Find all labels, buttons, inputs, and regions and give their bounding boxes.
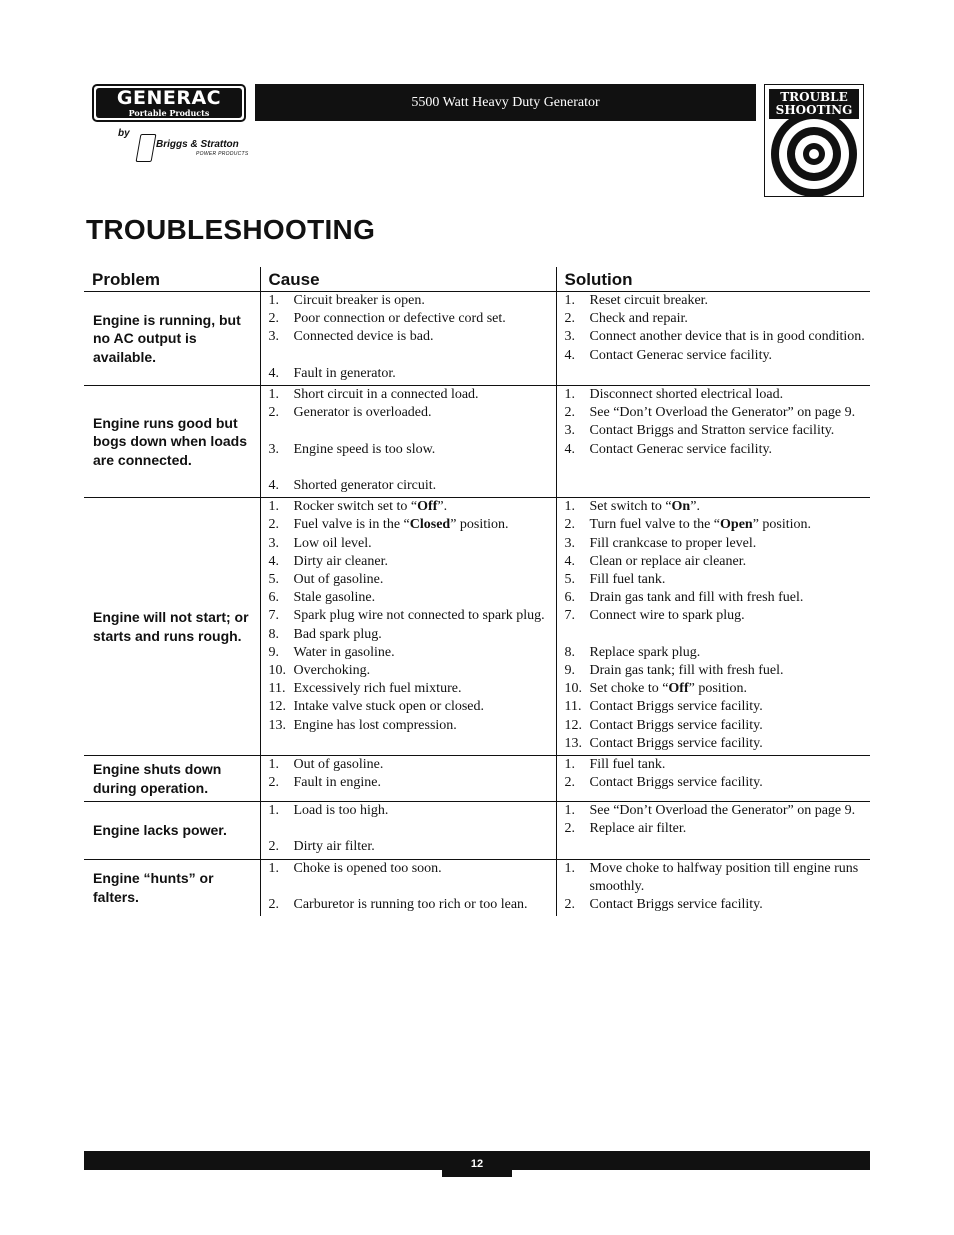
column-header-cause: Cause xyxy=(260,267,556,292)
problem-cell: Engine lacks power. xyxy=(84,802,260,860)
solution-item xyxy=(557,404,867,422)
item-text: Fill crankcase to proper level. xyxy=(589,535,757,551)
solution-item xyxy=(557,589,867,607)
item-text: Shorted generator circuit. xyxy=(293,477,437,493)
item-text: Contact Generac service facility. xyxy=(589,347,773,363)
item-text-pre: Rocker switch set to “ xyxy=(293,499,418,515)
badge-line1: TROUBLE xyxy=(780,90,848,104)
item-text xyxy=(590,516,867,534)
item-text-post: ”. xyxy=(437,499,448,515)
cause-item xyxy=(261,774,552,792)
item-text-pre: Fuel valve is in the “ xyxy=(293,517,410,533)
table-row xyxy=(84,498,870,756)
solution-item xyxy=(557,571,867,589)
solution-item xyxy=(557,860,867,896)
cause-cell xyxy=(260,756,556,802)
item-text: Engine has lost compression. xyxy=(293,717,457,733)
table-row xyxy=(84,292,870,386)
item-text: Fault in engine. xyxy=(293,775,381,791)
item-text: Bad spark plug. xyxy=(293,626,382,642)
item-text: Connect wire to spark plug. xyxy=(589,608,745,624)
item-text: Contact Generac service facility. xyxy=(589,441,773,457)
item-number: 7. xyxy=(268,608,279,624)
item-text: Move choke to halfway position till engine runs smoothly. xyxy=(589,860,859,894)
item-text: Reset circuit breaker. xyxy=(589,293,709,308)
item-text-post: ” position. xyxy=(752,517,812,533)
line-gap xyxy=(261,820,552,838)
item-text xyxy=(294,516,552,534)
cause-item xyxy=(261,328,552,346)
item-number: 1. xyxy=(564,499,575,515)
solution-item xyxy=(557,347,867,365)
item-number: 2. xyxy=(268,839,279,855)
item-number: 8. xyxy=(564,644,575,660)
item-number: 2. xyxy=(564,775,575,791)
item-number: 8. xyxy=(268,626,279,642)
item-text: Excessively rich fuel mixture. xyxy=(293,681,462,697)
item-number: 3. xyxy=(268,535,279,551)
cause-item xyxy=(261,860,552,878)
cause-item xyxy=(261,310,552,328)
troubleshooting-table xyxy=(84,267,870,916)
cause-item xyxy=(261,698,552,716)
item-number: 9. xyxy=(268,644,279,660)
item-number: 2. xyxy=(268,405,279,421)
item-text-post: ” position. xyxy=(688,681,747,697)
item-text-bold: Off xyxy=(668,681,689,697)
item-text: Check and repair. xyxy=(589,311,688,327)
item-text: Poor connection or defective cord set. xyxy=(293,311,506,327)
item-number: 2. xyxy=(268,311,279,327)
cause-item xyxy=(261,756,552,774)
solution-item xyxy=(557,896,867,914)
item-number: 4. xyxy=(268,553,279,569)
problem-cell: Engine “hunts” or falters. xyxy=(93,870,214,905)
solution-item xyxy=(557,820,867,838)
item-number: 10. xyxy=(564,681,582,697)
item-number: 3. xyxy=(564,423,575,439)
solution-item xyxy=(557,328,867,346)
partner-name: Briggs & Stratton xyxy=(156,138,239,150)
item-number: 7. xyxy=(564,608,575,624)
solution-item xyxy=(557,553,867,571)
item-number: 9. xyxy=(564,663,575,678)
item-text: Replace spark plug. xyxy=(589,644,701,660)
cause-item xyxy=(261,404,552,422)
solution-item xyxy=(557,386,867,404)
item-number: 1. xyxy=(268,860,279,876)
item-number: 3. xyxy=(564,329,575,345)
cause-item xyxy=(261,717,552,735)
item-number: 1. xyxy=(268,499,279,515)
cause-cell xyxy=(260,498,556,756)
cause-item xyxy=(261,802,552,820)
item-text-pre: Set choke to “ xyxy=(589,681,669,697)
item-text: Load is too high. xyxy=(293,803,389,819)
line-gap xyxy=(261,422,552,440)
logo-text: GENERAC xyxy=(116,87,222,109)
item-number: 3. xyxy=(268,329,279,345)
briggs-emblem-icon xyxy=(136,134,157,162)
badge-label xyxy=(769,89,859,119)
cause-item xyxy=(261,553,552,571)
solution-cell xyxy=(556,756,870,802)
table-row xyxy=(84,756,870,802)
item-text: Contact Briggs and Stratton service facility. xyxy=(589,423,835,439)
solution-item xyxy=(557,735,867,753)
cause-item xyxy=(261,838,552,856)
item-number: 4. xyxy=(564,553,575,569)
item-text-post: ”. xyxy=(690,499,700,515)
item-text: Dirty air filter. xyxy=(293,839,375,855)
table-header-row xyxy=(84,267,870,292)
cause-item xyxy=(261,644,552,662)
cause-item xyxy=(261,498,552,516)
item-number: 3. xyxy=(564,535,575,551)
cause-item xyxy=(261,571,552,589)
cause-item xyxy=(261,386,552,404)
cause-item xyxy=(261,896,552,914)
cause-cell xyxy=(260,386,556,498)
item-text: Out of gasoline. xyxy=(293,572,384,587)
cause-item xyxy=(261,680,552,698)
item-text: Low oil level. xyxy=(293,535,372,551)
item-text-bold: Off xyxy=(417,499,438,515)
column-header-problem: Problem xyxy=(84,267,260,292)
item-number: 4. xyxy=(268,365,279,381)
item-number: 4. xyxy=(564,441,575,457)
solution-cell xyxy=(556,386,870,498)
item-text: Clean or replace air cleaner. xyxy=(589,553,747,569)
solution-item xyxy=(557,310,867,328)
item-text: Fill fuel tank. xyxy=(589,572,666,587)
page-number-tab xyxy=(442,1151,512,1177)
item-text: Short circuit in a connected load. xyxy=(293,387,479,402)
item-text-pre: Set switch to “ xyxy=(589,499,672,515)
table-row xyxy=(84,386,870,498)
cause-item xyxy=(261,589,552,607)
troubleshooting-badge xyxy=(764,84,864,197)
item-text: Contact Briggs service facility. xyxy=(589,897,763,913)
cause-item xyxy=(261,441,552,459)
item-text: Drain gas tank; fill with fresh fuel. xyxy=(589,663,784,678)
item-text: Overchoking. xyxy=(293,663,371,679)
item-text: Drain gas tank and fill with fresh fuel. xyxy=(589,590,804,606)
line-gap xyxy=(261,347,552,365)
table-row xyxy=(84,802,870,860)
cause-cell xyxy=(260,859,556,916)
line-gap xyxy=(557,626,867,644)
item-number: 2. xyxy=(564,821,575,837)
page-title: TROUBLESHOOTING xyxy=(86,214,376,245)
item-number: 2. xyxy=(564,897,575,913)
item-text: Contact Briggs service facility. xyxy=(589,717,763,733)
item-number: 1. xyxy=(564,387,575,402)
item-number: 4. xyxy=(268,477,279,493)
item-text: Replace air filter. xyxy=(589,821,687,837)
item-number: 3. xyxy=(268,441,279,457)
logo-subtext: Portable Products xyxy=(128,108,210,118)
item-text xyxy=(590,498,867,516)
item-number: 2. xyxy=(268,775,279,791)
solution-item xyxy=(557,774,867,792)
problem-cell: Engine shuts down during operation. xyxy=(84,756,260,802)
item-text: Contact Briggs service facility. xyxy=(589,735,763,751)
item-text: Water in gasoline. xyxy=(293,644,395,660)
document-title-bar xyxy=(255,84,756,121)
solution-cell xyxy=(556,498,870,756)
item-number: 11. xyxy=(564,699,582,715)
solution-item xyxy=(557,717,867,735)
solution-item xyxy=(557,680,867,698)
item-number: 1. xyxy=(564,757,575,773)
item-text: Disconnect shorted electrical load. xyxy=(589,387,784,402)
by-text: by xyxy=(118,128,130,139)
item-text: Carburetor is running too rich or too lean. xyxy=(293,897,528,912)
item-number: 1. xyxy=(268,387,279,402)
item-number: 12. xyxy=(564,717,582,733)
solution-item xyxy=(557,698,867,716)
cause-item xyxy=(261,607,552,625)
item-number: 5. xyxy=(564,572,575,587)
item-number: 11. xyxy=(268,681,286,697)
solution-item xyxy=(557,607,867,625)
item-number: 4. xyxy=(564,347,575,363)
solution-cell xyxy=(556,292,870,386)
item-number: 2. xyxy=(564,517,575,533)
item-number: 1. xyxy=(268,293,279,308)
badge-line2: SHOOTING xyxy=(775,103,853,117)
cause-item xyxy=(261,477,552,495)
solution-item xyxy=(557,441,867,459)
solution-item xyxy=(557,662,867,680)
item-text: Stale gasoline. xyxy=(293,590,376,606)
cause-item xyxy=(261,365,552,383)
item-text-post: ” position. xyxy=(450,517,509,533)
problem-cell: Engine is running, but no AC output is available. xyxy=(84,292,260,386)
item-text: See “Don’t Overload the Generator” on page 9. xyxy=(589,803,856,819)
item-text: Contact Briggs service facility. xyxy=(589,699,763,715)
solution-cell xyxy=(556,859,870,916)
line-gap xyxy=(261,459,552,477)
cause-item xyxy=(261,535,552,553)
item-text: Intake valve stuck open or closed. xyxy=(293,699,484,715)
item-text: Connect another device that is in good condition. xyxy=(589,329,865,345)
table-body xyxy=(84,292,870,917)
cause-item xyxy=(261,516,552,534)
cause-cell xyxy=(260,802,556,860)
cause-item xyxy=(261,662,552,680)
item-text: Spark plug wire not connected to spark plug. xyxy=(293,608,545,624)
solution-item xyxy=(557,756,867,774)
item-number: 1. xyxy=(564,860,575,876)
item-number: 1. xyxy=(564,803,575,819)
item-text-pre: Turn fuel valve to the “ xyxy=(589,517,721,533)
solution-item xyxy=(557,802,867,820)
line-gap xyxy=(261,878,552,896)
solution-cell xyxy=(556,802,870,860)
item-number: 6. xyxy=(268,590,279,606)
item-number: 5. xyxy=(268,572,279,587)
item-text: Generator is overloaded. xyxy=(293,405,432,421)
problem-cell: Engine will not start; or starts and runs rough. xyxy=(84,498,260,756)
generac-logo xyxy=(92,84,246,122)
solution-item xyxy=(557,498,867,516)
item-number: 2. xyxy=(268,517,279,533)
item-text-bold: Closed xyxy=(409,517,451,533)
item-text: Dirty air cleaner. xyxy=(293,553,388,569)
item-number: 13. xyxy=(268,717,286,733)
item-number: 1. xyxy=(268,803,279,819)
table-row xyxy=(84,859,870,916)
solution-item xyxy=(557,535,867,553)
item-text: Circuit breaker is open. xyxy=(293,293,425,308)
item-text: Fill fuel tank. xyxy=(589,757,666,773)
item-text-bold: Open xyxy=(720,517,753,533)
page-number: 12 xyxy=(470,1158,484,1170)
item-number: 1. xyxy=(564,293,575,308)
item-text: Contact Briggs service facility. xyxy=(589,775,763,791)
cause-item xyxy=(261,626,552,644)
item-text: Choke is opened too soon. xyxy=(293,860,442,876)
item-text: See “Don’t Overload the Generator” on page 9. xyxy=(589,405,856,421)
partner-subtext: POWER PRODUCTS xyxy=(196,150,249,157)
solution-item xyxy=(557,516,867,534)
item-number: 6. xyxy=(564,590,575,606)
item-number: 1. xyxy=(268,757,279,773)
solution-item xyxy=(557,422,867,440)
item-number: 10. xyxy=(268,663,286,679)
solution-item xyxy=(557,292,867,310)
item-number: 2. xyxy=(564,311,575,327)
item-text: Connected device is bad. xyxy=(293,329,434,345)
item-text: Out of gasoline. xyxy=(293,757,384,773)
item-number: 2. xyxy=(564,405,575,421)
document-title: 5500 Watt Heavy Duty Generator xyxy=(411,94,600,110)
item-text-bold: On xyxy=(671,499,691,515)
problem-cell: Engine runs good but bogs down when loads are connected. xyxy=(84,386,260,498)
item-text xyxy=(590,680,867,698)
briggs-stratton-logo xyxy=(138,134,249,162)
item-text: Engine speed is too slow. xyxy=(293,441,436,457)
column-header-solution: Solution xyxy=(556,267,870,292)
cause-cell xyxy=(260,292,556,386)
item-text xyxy=(294,498,552,516)
cause-item xyxy=(261,292,552,310)
item-number: 12. xyxy=(268,699,286,715)
item-number: 13. xyxy=(564,735,582,751)
solution-item xyxy=(557,644,867,662)
item-text: Fault in generator. xyxy=(293,365,396,381)
item-number: 2. xyxy=(268,897,279,912)
